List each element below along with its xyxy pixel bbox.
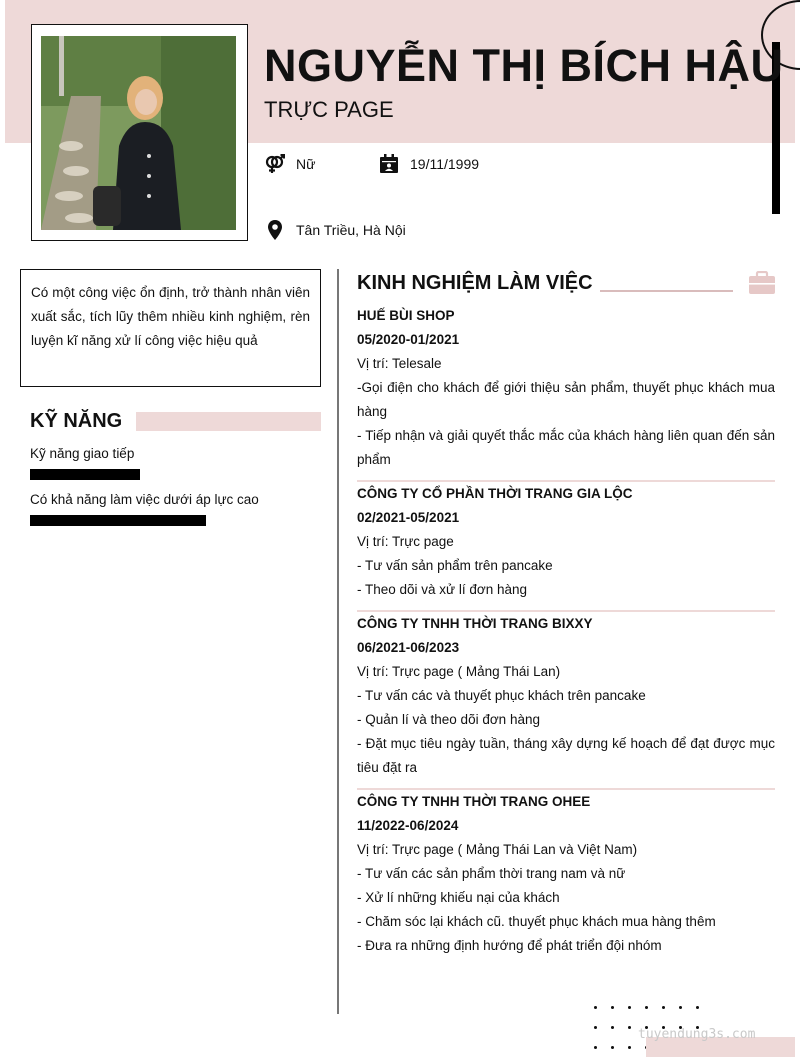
experience-title-line — [600, 290, 733, 292]
job-entry — [357, 482, 775, 602]
birthday-info — [378, 153, 479, 175]
job-company: CÔNG TY CỔ PHẦN THỜI TRANG GIA LỘC — [357, 486, 633, 501]
job-line: - Theo dõi và xử lí đơn hàng — [357, 582, 527, 597]
job-period: 02/2021-05/2021 — [357, 510, 460, 525]
experience-title: KINH NGHIỆM LÀM VIỆC — [357, 272, 593, 294]
job-line: Vị trí: Telesale — [357, 356, 442, 371]
column-divider — [337, 269, 339, 1014]
decorative-dot — [594, 1046, 597, 1049]
job-period: 11/2022-06/2024 — [357, 818, 459, 833]
decorative-dot — [628, 1006, 631, 1009]
job-line: - Tư vấn các sản phẩm thời trang nam và nữ — [357, 866, 626, 881]
job-entry — [357, 304, 775, 472]
address-value: Tân Triều, Hà Nội — [296, 222, 406, 238]
job-company: CÔNG TY TNHH THỜI TRANG BIXXY — [357, 616, 593, 631]
job-line: - Đặt mục tiêu ngày tuần, tháng xây dựng kế hoạch để đạt được mục tiêu đặt ra — [357, 736, 775, 775]
decorative-dot — [594, 1026, 597, 1029]
job-line: -Gọi điện cho khách để giới thiệu sản phẩm, thuyết phục khách mua hàng — [357, 380, 775, 419]
career-objective: Có một công việc ổn định, trở thành nhân viên xuất sắc, tích lũy thêm nhiều kinh nghiệm, rèn luyện kĩ năng xử lí công việc hiệu quả — [20, 269, 321, 387]
job-entry — [357, 612, 775, 780]
gender-info — [264, 153, 315, 175]
decorative-dot — [594, 1006, 597, 1009]
job-entry — [357, 790, 775, 958]
skill-name: Có khả năng làm việc dưới áp lực cao — [30, 492, 259, 507]
job-line: Vị trí: Trực page ( Mảng Thái Lan và Việt Nam) — [357, 842, 638, 857]
decorative-dot — [611, 1006, 614, 1009]
job-line: - Tiếp nhận và giải quyết thắc mắc của khách hàng liên quan đến sản phẩm — [357, 428, 775, 467]
gender-value: Nữ — [296, 156, 316, 172]
decorative-dot — [645, 1006, 648, 1009]
job-company: HUẾ BÙI SHOP — [357, 308, 455, 323]
birthday-value: 19/11/1999 — [410, 156, 480, 172]
skills-title: KỸ NĂNG — [30, 410, 123, 432]
address-info — [264, 219, 406, 241]
job-line: Vị trí: Trực page — [357, 534, 454, 549]
job-line: - Đưa ra những định hướng để phát triển đội nhóm — [357, 938, 662, 953]
decorative-dot — [662, 1006, 665, 1009]
watermark: tuyendung3s.com — [638, 1027, 756, 1042]
decorative-dot — [628, 1026, 631, 1029]
job-period: 05/2020-01/2021 — [357, 332, 460, 347]
decorative-dot — [679, 1006, 682, 1009]
job-line: Vị trí: Trực page ( Mảng Thái Lan) — [357, 664, 561, 679]
profile-photo — [41, 36, 236, 230]
decorative-dot — [611, 1026, 614, 1029]
job-line: - Quản lí và theo dõi đơn hàng — [357, 712, 540, 727]
skill-name: Kỹ năng giao tiếp — [30, 446, 135, 461]
briefcase-icon — [748, 271, 776, 295]
job-period: 06/2021-06/2023 — [357, 640, 460, 655]
job-company: CÔNG TY TNHH THỜI TRANG OHEE — [357, 794, 591, 809]
candidate-role: TRỰC PAGE — [264, 97, 394, 122]
job-line: - Chăm sóc lại khách cũ. thuyết phục khách mua hàng thêm — [357, 914, 716, 929]
candidate-name: NGUYỄN THỊ BÍCH HẬU — [264, 40, 784, 91]
job-line: - Tư vấn các và thuyết phục khách trên pancake — [357, 688, 646, 703]
job-line: - Tư vấn sản phẩm trên pancake — [357, 558, 553, 573]
skill-level-bar — [30, 469, 140, 480]
job-line: - Xử lí những khiếu nại của khách — [357, 890, 560, 905]
decorative-dot — [611, 1046, 614, 1049]
calendar-icon — [378, 153, 400, 175]
skill-level-bar — [30, 515, 206, 526]
decorative-dot — [696, 1006, 699, 1009]
gender-icon — [264, 153, 286, 175]
skills-title-bar — [136, 412, 321, 431]
decorative-dot — [628, 1046, 631, 1049]
location-pin-icon — [264, 219, 286, 241]
